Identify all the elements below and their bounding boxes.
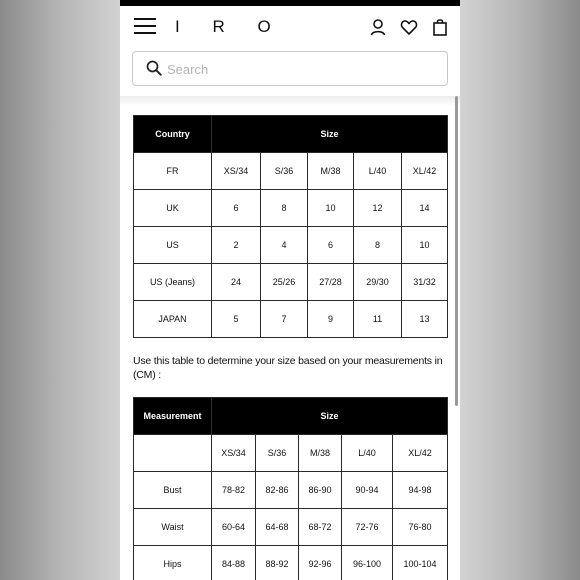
country-size-table: [133, 115, 448, 338]
table-cell: 78-82: [212, 472, 256, 509]
scrollbar[interactable]: [455, 96, 458, 406]
table-cell: 5: [212, 301, 261, 338]
search-bar[interactable]: [132, 51, 448, 86]
table-cell: 29/30: [354, 264, 402, 301]
table-cell: 25/26: [261, 264, 308, 301]
table-row: [134, 227, 448, 264]
table-cell: 72-76: [342, 509, 393, 546]
table-row: [134, 546, 448, 580]
menu-icon[interactable]: [134, 18, 156, 35]
table-row: [134, 509, 448, 546]
table-row: [134, 264, 448, 301]
table-cell: 14: [402, 190, 448, 227]
measurement-header: Measurement: [134, 398, 212, 435]
table-cell: 6: [308, 227, 354, 264]
table-cell: L/40: [354, 153, 402, 190]
table-cell: L/40: [342, 435, 393, 472]
table-cell: 8: [261, 190, 308, 227]
table-cell: 4: [261, 227, 308, 264]
country-header: Country: [134, 116, 212, 153]
table-cell: XS/34: [212, 435, 256, 472]
table-cell: FR: [134, 153, 212, 190]
measurement-note: Use this table to determine your size based on your measurements in (CM) :: [133, 355, 443, 381]
table-row: [134, 472, 448, 509]
table-cell: Waist: [134, 509, 212, 546]
table-cell: JAPAN: [134, 301, 212, 338]
table-cell: 31/32: [402, 264, 448, 301]
table-cell: 76-80: [393, 509, 448, 546]
table-cell: 10: [402, 227, 448, 264]
phone-screen: [120, 0, 460, 580]
size-header: Size: [212, 398, 448, 435]
table-cell: [134, 435, 212, 472]
table-cell: 27/28: [308, 264, 354, 301]
table-cell: 84-88: [212, 546, 256, 580]
table-row: [134, 301, 448, 338]
table-cell: 11: [354, 301, 402, 338]
brand-logo[interactable]: I R O: [175, 17, 285, 36]
table-cell: 10: [308, 190, 354, 227]
table-cell: 94-98: [393, 472, 448, 509]
table-cell: 6: [212, 190, 261, 227]
table-cell: US: [134, 227, 212, 264]
table-cell: 88-92: [256, 546, 299, 580]
table-cell: 86-90: [299, 472, 342, 509]
table-row: [134, 435, 448, 472]
size-header: Size: [212, 116, 448, 153]
table-cell: 96-100: [342, 546, 393, 580]
table-cell: 68-72: [299, 509, 342, 546]
table-cell: 90-94: [342, 472, 393, 509]
user-icon[interactable]: [369, 18, 387, 36]
table-cell: Bust: [134, 472, 212, 509]
table-row: [134, 190, 448, 227]
table-cell: 13: [402, 301, 448, 338]
table-cell: 12: [354, 190, 402, 227]
table-cell: 9: [308, 301, 354, 338]
table-cell: XL/42: [402, 153, 448, 190]
table-cell: S/36: [261, 153, 308, 190]
search-input[interactable]: [167, 58, 437, 80]
table-cell: UK: [134, 190, 212, 227]
measurement-size-table: [133, 397, 448, 580]
table-cell: 92-96: [299, 546, 342, 580]
table-cell: 64-68: [256, 509, 299, 546]
table-cell: 7: [261, 301, 308, 338]
table-cell: XL/42: [393, 435, 448, 472]
table-cell: Hips: [134, 546, 212, 580]
table-cell: 24: [212, 264, 261, 301]
shopping-bag-icon[interactable]: [431, 18, 449, 36]
site-header: [120, 6, 460, 46]
heart-icon[interactable]: [400, 18, 418, 36]
table-cell: 60-64: [212, 509, 256, 546]
table-cell: 8: [354, 227, 402, 264]
table-cell: 100-104: [393, 546, 448, 580]
table-cell: XS/34: [212, 153, 261, 190]
table-cell: 82-86: [256, 472, 299, 509]
table-cell: M/38: [299, 435, 342, 472]
table-cell: US (Jeans): [134, 264, 212, 301]
table-cell: S/36: [256, 435, 299, 472]
header-shadow: [120, 96, 460, 106]
search-icon: [146, 60, 162, 76]
table-cell: 2: [212, 227, 261, 264]
table-cell: M/38: [308, 153, 354, 190]
table-row: [134, 153, 448, 190]
